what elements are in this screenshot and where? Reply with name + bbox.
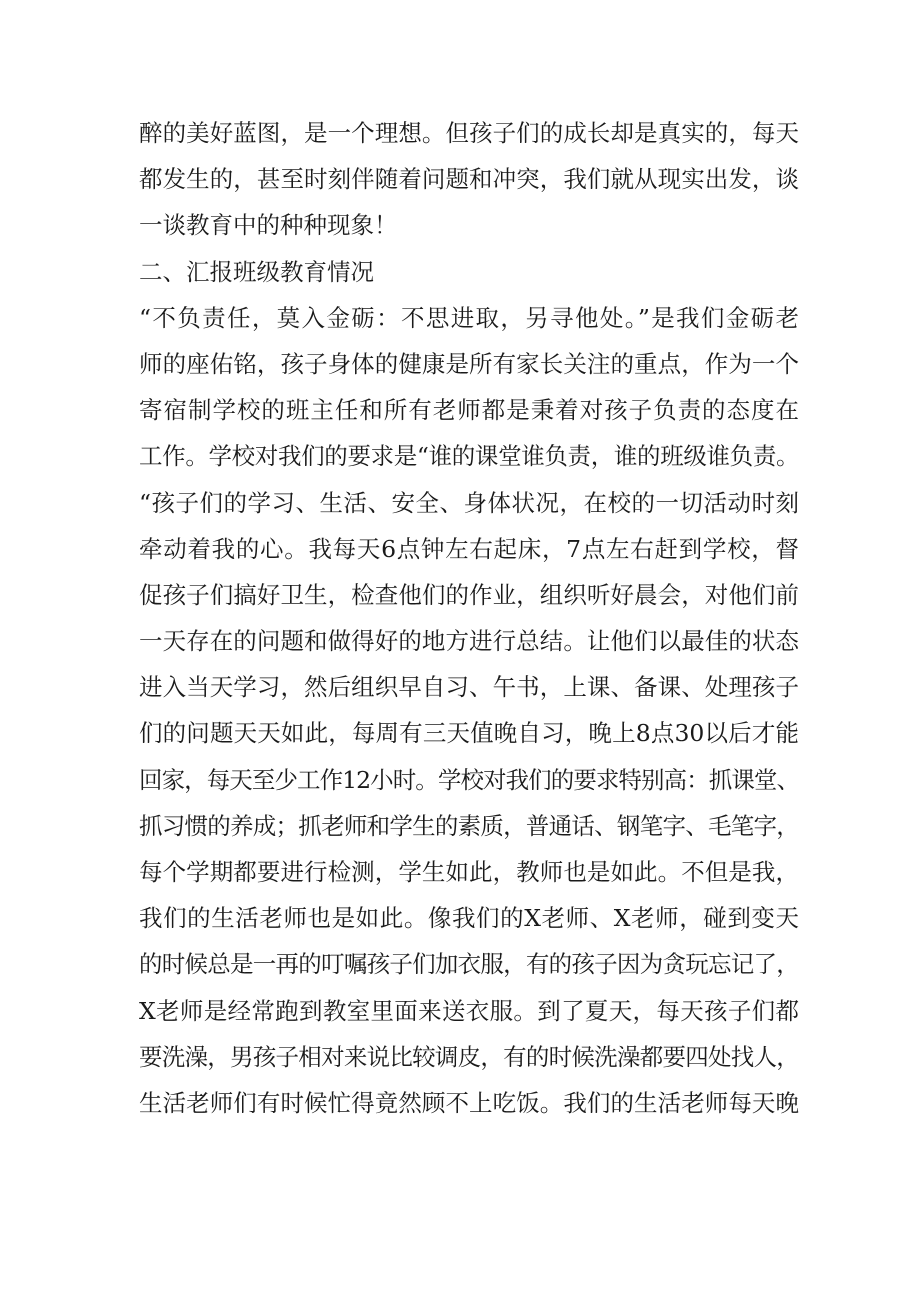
- text-line: 要洗澡，男孩子相对来说比较调皮，有的时候洗澡都要四处找人，: [139, 1042, 799, 1071]
- text-line: 牵动着我的心。我每天6点钟左右起床，7点左右赶到学校，督: [139, 534, 799, 563]
- section-heading: 二、汇报班级教育情况: [139, 257, 374, 286]
- text-line: 醉的美好蓝图，是一个理想。但孩子们的成长却是真实的，每天: [139, 119, 799, 147]
- text-line: 师的座佑铭，孩子身体的健康是所有家长关注的重点，作为一个: [139, 349, 799, 378]
- text-line: 我们的生活老师也是如此。像我们的X老师、X老师，碰到变天: [139, 904, 799, 933]
- text-line: 每个学期都要进行检测，学生如此，教师也是如此。不但是我，: [139, 858, 799, 886]
- text-line: 生活老师们有时候忙得竟然顾不上吃饭。我们的生活老师每天晚: [139, 1088, 799, 1117]
- text-line: “不负责任，莫入金砺：不思进取，另寻他处。”是我们金砺老: [139, 303, 799, 332]
- text-line: 的时候总是一再的叮嘱孩子们加衣服，有的孩子因为贪玩忘记了，: [139, 950, 799, 979]
- text-line: 寄宿制学校的班主任和所有老师都是秉着对孩子负责的态度在: [139, 396, 799, 425]
- text-line: “孩子们的学习、生活、安全、身体状况，在校的一切活动时刻: [139, 488, 799, 517]
- text-line: 促孩子们搞好卫生，检查他们的作业，组织听好晨会，对他们前: [139, 580, 799, 609]
- text-line: X老师是经常跑到教室里面来送衣服。到了夏天，每天孩子们都: [139, 996, 799, 1025]
- text-line: 一谈教育中的种种现象！: [139, 211, 398, 240]
- text-line: 都发生的，甚至时刻伴随着问题和冲突，我们就从现实出发，谈: [139, 165, 799, 194]
- text-line: 们的问题天天如此，每周有三天值晚自习，晚上8点30以后才能: [139, 719, 799, 748]
- text-line: 抓习惯的养成；抓老师和学生的素质，普通话、钢笔字、毛笔字，: [139, 811, 799, 840]
- body-text: [139, 110, 799, 1126]
- text-line: 工作。学校对我们的要求是“谁的课堂谁负责，谁的班级谁负责。: [139, 442, 799, 471]
- text-line: 进入当天学习，然后组织早自习、午书，上课、备课、处理孩子: [139, 673, 799, 702]
- text-line: 回家，每天至少工作12小时。学校对我们的要求特别高：抓课堂、: [139, 765, 799, 794]
- text-line: 一天存在的问题和做得好的地方进行总结。让他们以最佳的状态: [139, 627, 799, 656]
